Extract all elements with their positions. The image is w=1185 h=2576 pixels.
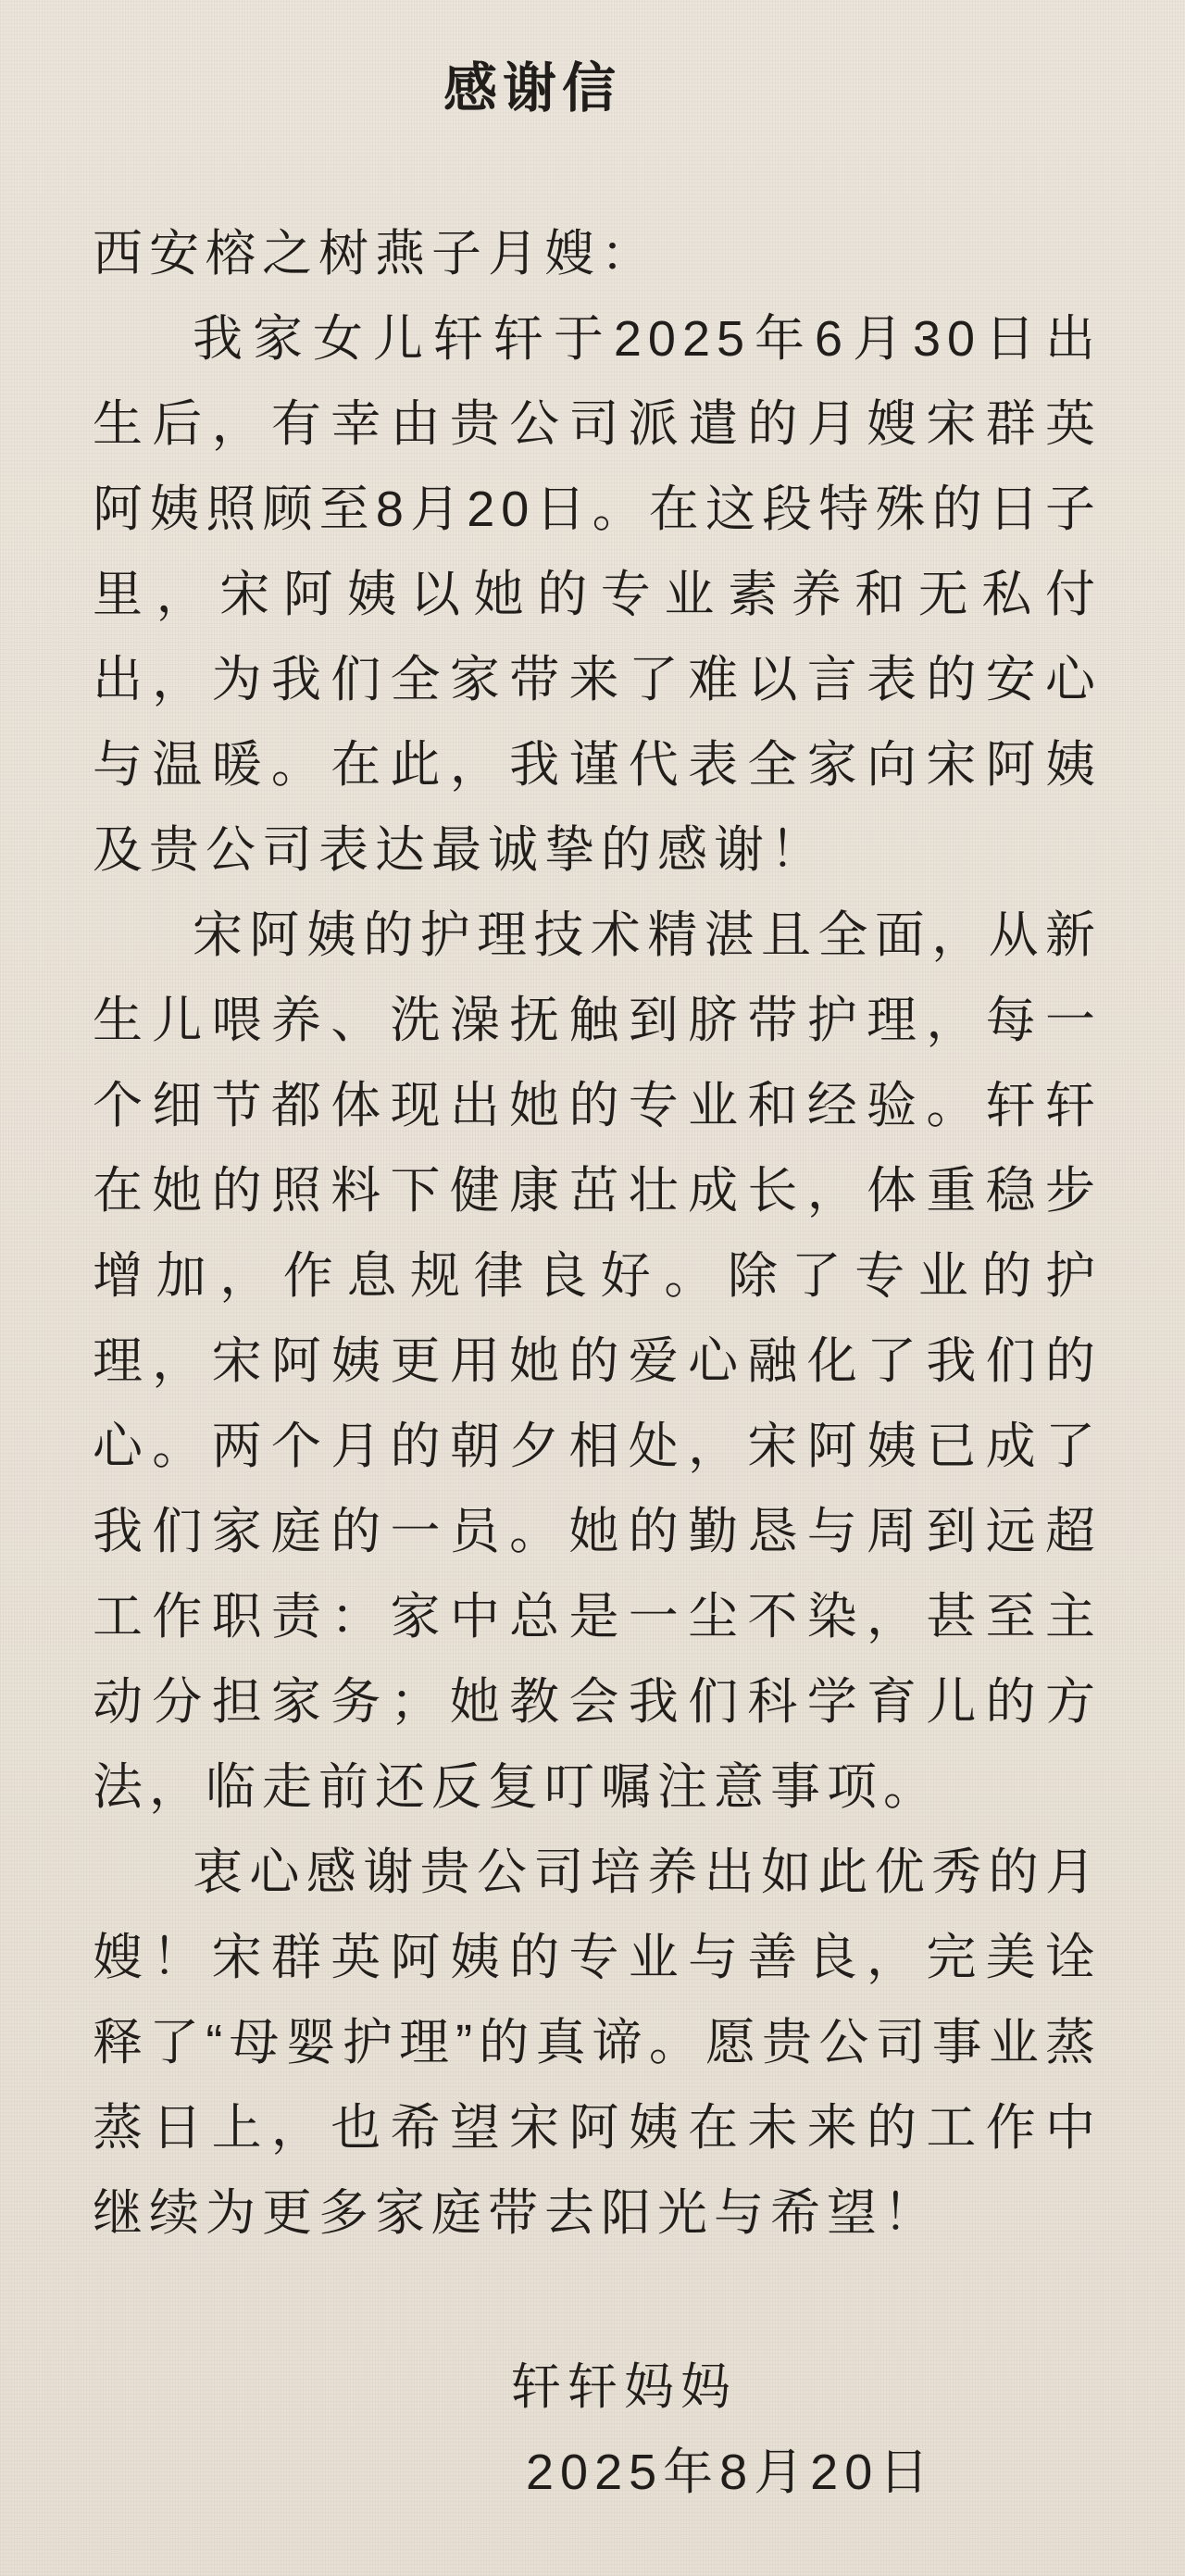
signature: 轩轩妈妈 [511,2359,737,2415]
paragraph: 我家女儿轩轩于2025年6月30日出生后，有幸由贵公司派遣的月嫂宋群英阿姨照顾至8月20日。在这段特殊的日子里，宋阿姨以她的专业素养和无私付出，为我们全家带来了难以言表的安心与温暖。在此，我谨代表全家向宋阿姨及贵公司表达最诚挚的感谢！ [93,311,1102,878]
letter-date: 2025年8月20日 [526,2445,936,2500]
letter-body [93,211,1102,2515]
letter-paragraphs [93,296,1102,2256]
letter-title: 感谢信 [443,58,621,119]
salutation: 西安榕之树燕子月嫂： [93,226,657,281]
paragraph: 宋阿姨的护理技术精湛且全面，从新生儿喂养、洗澡抚触到脐带护理，每一个细节都体现出她的专业和经验。轩轩在她的照料下健康茁壮成长，体重稳步增加，作息规律良好。除了专业的护理，宋阿姨更用她的爱心融化了我们的心。两个月的朝夕相处，宋阿姨已成了我们家庭的一员。她的勤恳与周到远超工作职责：家中总是一尘不染，甚至主动分担家务；她教会我们科学育儿的方法，临走前还反复叮嘱注意事项。 [93,907,1102,1815]
paragraph: 衷心感谢贵公司培养出如此优秀的月嫂！宋群英阿姨的专业与善良，完美诠释了“母婴护理”的真谛。愿贵公司事业蒸蒸日上，也希望宋阿姨在未来的工作中继续为更多家庭带去阳光与希望！ [93,1844,1102,2241]
